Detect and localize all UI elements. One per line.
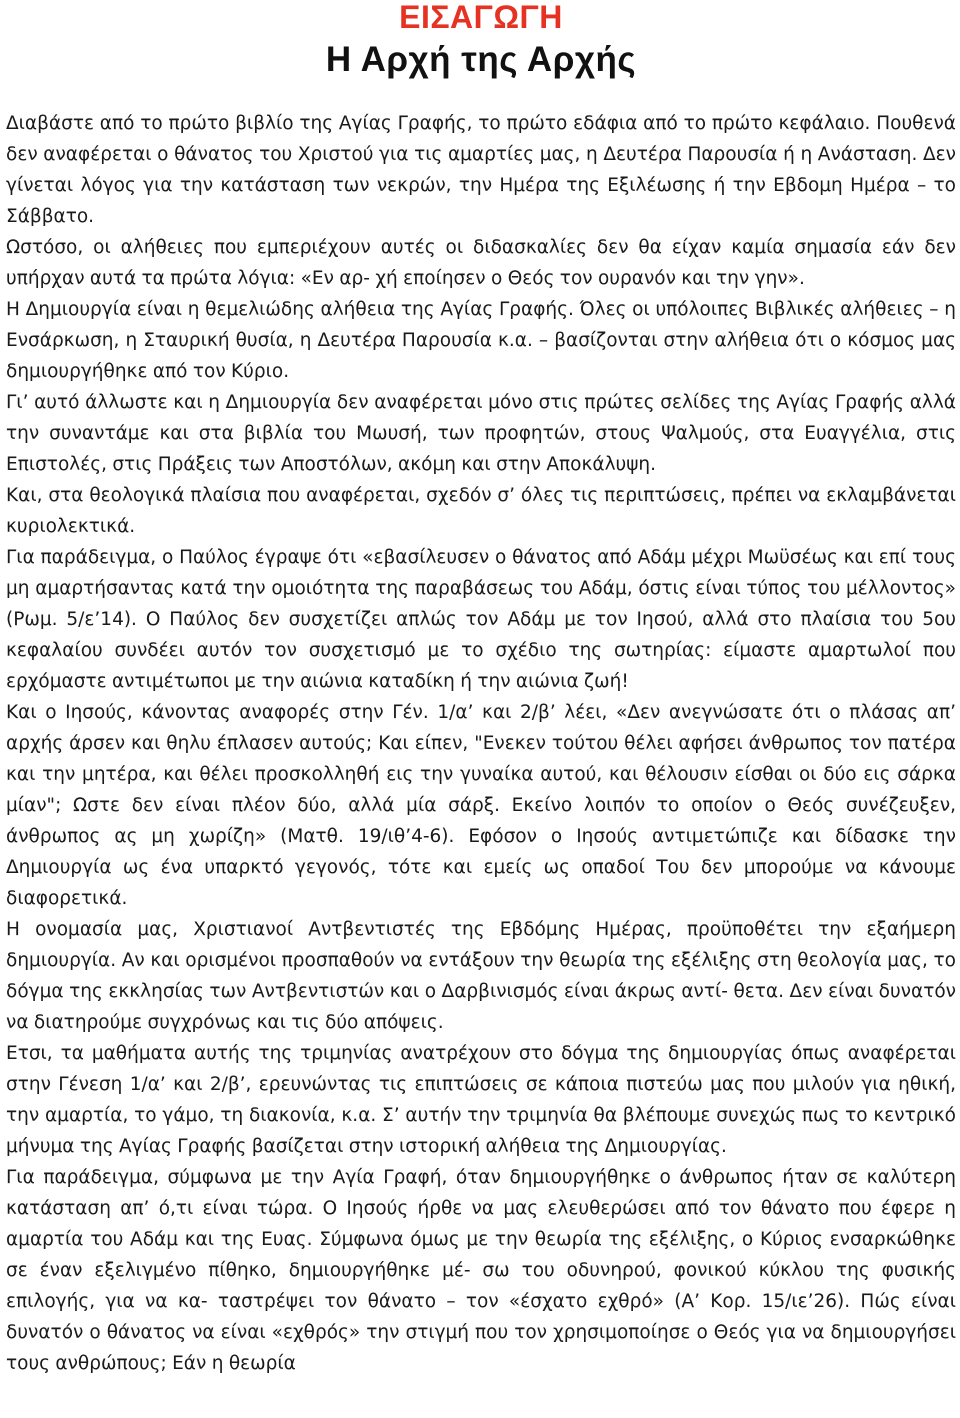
document-subtitle: Η Αρχή της Αρχής <box>325 40 637 79</box>
paragraph: Ετσι, τα μαθήματα αυτής της τριμηνίας ανατρέχουν στο δόγμα της δημιουργίας όπως αναφέρεται στην Γένεση 1/α’ και 2/β’, ερευνώντας τις επιπτώσεις σε κάποια πιστεύω μας που μιλούν για ηθική, την αμαρτία, το γάμο, τη διακονία, κ.α. Σ’ αυτήν την τριμηνία θα βλέπουμε συνεχώς πως το κεντρικό μήνυμα της Αγίας Γραφής βασίζεται στην ιστορική αλήθεια της Δημιουργίας. <box>6 1043 956 1157</box>
paragraph: Η ονομασία μας, Χριστιανοί Αντβεντιστές της Εβδόμης Ημέρας, προϋποθέτει την εξαήμερη δημιουργία. Αν και ορισμένοι προσπαθούν να εντάξουν την θεωρία της εξέλιξης στη θεολογία μας, το δόγμα της εκκλησίας των Αντβεντιστών και ο Δαρβινισμός είναι άκρως αντί- θετα. Δεν είναι δυνατόν να διατηρούμε συγχρόνως και τις δύο απόψεις. <box>6 919 956 1033</box>
paragraph: Για παράδειγμα, ο Παύλος έγραψε ότι «εβασίλευσεν ο θάνατος από Αδάμ μέχρι Μωϋσέως και επί τους μη αμαρτήσαντας κατά την ομοιότητα της παραβάσεως του Αδάμ, όστις είναι τύπος του μέλλοντος» (Ρωμ. 5/ε’14). Ο Παύλος δεν συσχετίζει απλώς τον Αδάμ με τον Ιησού, αλλά στο πλαίσια του 5ου κεφαλαίου συνδέει αυτόν τον συσχετισμό με το σχέδιο της σωτηρίας: είμαστε αμαρτωλοί που ερχόμαστε αντιμέτωποι με την αιώνια καταδίκη ή την αιώνια ζωή! <box>6 547 956 692</box>
document-body <box>6 108 956 1379</box>
paragraph: Και, στα θεολογικά πλαίσια που αναφέρεται, σχεδόν σ’ όλες τις περιπτώσεις, πρέπει να εκλαμβάνεται κυριολεκτικά. <box>6 485 956 537</box>
paragraph: Γι’ αυτό άλλωστε και η Δημιουργία δεν αναφέρεται μόνο στις πρώτες σελίδες της Αγίας Γραφής αλλά την συναντάμε και στα βιβλία του Μωυσή, των προφητών, στους Ψαλμούς, στα Ευαγγέλια, στις Επιστολές, στις Πράξεις των Αποστόλων, ακόμη και στην Αποκάλυψη. <box>6 392 956 475</box>
paragraph: Και ο Ιησούς, κάνοντας αναφορές στην Γέν. 1/α’ και 2/β’ λέει, «Δεν ανεγνώσατε ότι ο πλάσας απ’ αρχής άρσεν και θηλυ έπλασεν αυτούς; Και είπεν, "Ενεκεν τούτου θέλει αφήσει άνθρωπος τον πατέρα και την μητέρα, και θέλει προσκολληθή εις την γυναίκα αυτού, και θέλουσιν είσθαι οι δύο εις σάρκα μίαν"; Ωστε δεν είναι πλέον δύο, αλλά μία σάρξ. Εκείνο λοιπόν το οποίον ο Θεός συνέζευξεν, άνθρωπος ας μη χωρίζη» (Ματθ. 19/ιθ’4-6). Εφόσον ο Ιησούς αντιμετώπιζε και δίδασκε την Δημιουργία ως ένα υπαρκτό γεγονός, τότε και εμείς ως οπαδοί Του δεν μπορούμε να κάνουμε διαφορετικά. <box>6 702 956 909</box>
document-page <box>6 0 956 1418</box>
paragraph: Για παράδειγμα, σύμφωνα με την Αγία Γραφή, όταν δημιουργήθηκε ο άνθρωπος ήταν σε καλύτερη κατάσταση απ’ ό,τι είναι τώρα. Ο Ιησούς ήρθε να μας ελευθερώσει από τον θάνατο που έφερε η αμαρτία του Αδάμ και της Ευας. Σύμφωνα όμως με την θεωρία της εξέλιξης, ο Κύριος ενσαρκώθηκε σε έναν εξελιγμένο πίθηκο, δημιουργήθηκε μέ- σω του οδυνηρού, φονικού κύκλου της φυσικής επιλογής, για να κα- ταστρέψει τον θάνατο – τον «έσχατο εχθρό» (Α’ Κορ. 15/ιε’26). Πώς είναι δυνατόν ο θάνατος να είναι «εχθρός» την στιγμή που τον χρησιμοποίησε ο Θεός για να δημιουργήσει τους ανθρώπους; Εάν η θεωρία <box>6 1167 956 1374</box>
paragraph: Η Δημιουργία είναι η θεμελιώδης αλήθεια της Αγίας Γραφής. Όλες οι υπόλοιπες Βιβλικές αλήθειες – η Ενσάρκωση, η Σταυρική θυσία, η Δευτέρα Παρουσία κ.α. – βασίζονται στην αλήθεια ότι ο κόσμος μας δημιουργήθηκε από τον Κύριο. <box>6 299 956 382</box>
paragraph: Ωστόσο, οι αλήθειες που εμπεριέχουν αυτές οι διδασκαλίες δεν θα είχαν καμία σημασία εάν δεν υπήρχαν αυτά τα πρώτα λόγια: «Εν αρ- χή εποίησεν ο Θεός τον ουρανόν και την γην». <box>6 237 956 289</box>
paragraph: Διαβάστε από το πρώτο βιβλίο της Αγίας Γραφής, το πρώτο εδάφια από το πρώτο κεφάλαιο. Πουθενά δεν αναφέρεται ο θάνατος του Χριστού για τις αμαρτίες μας, η Δευτέρα Παρουσία ή η Ανάσταση. Δεν γίνεται λόγος για την κατάσταση των νεκρών, την Ημέρα της Εξιλέωσης ή την Εβδομη Ημέρα – το Σάββατο. <box>6 113 956 227</box>
document-title: ΕΙΣΑΓΩΓΗ <box>399 0 563 35</box>
